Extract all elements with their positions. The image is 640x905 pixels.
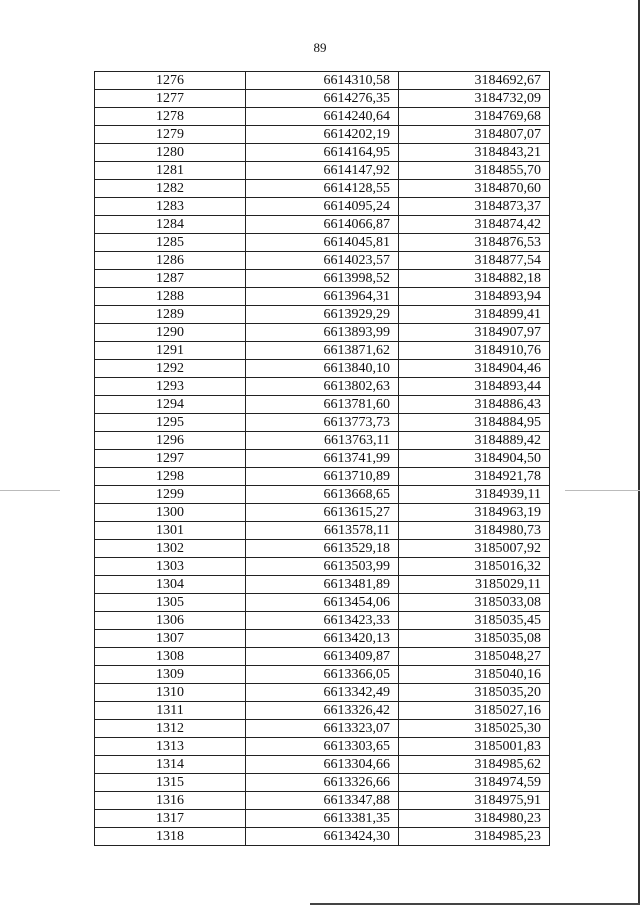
point-number-cell: 1312 <box>95 720 246 738</box>
table-row <box>95 684 550 702</box>
point-number-cell: 1298 <box>95 468 246 486</box>
table-row <box>95 180 550 198</box>
point-number-cell: 1276 <box>95 72 246 90</box>
x-coordinate-cell: 6613578,11 <box>246 522 399 540</box>
y-coordinate-cell: 3184877,54 <box>399 252 550 270</box>
point-number-cell: 1290 <box>95 324 246 342</box>
table-row <box>95 90 550 108</box>
x-coordinate-cell: 6613303,65 <box>246 738 399 756</box>
scan-noise-left <box>0 490 60 491</box>
table-row <box>95 522 550 540</box>
x-coordinate-cell: 6613763,11 <box>246 432 399 450</box>
x-coordinate-cell: 6613454,06 <box>246 594 399 612</box>
table-row <box>95 810 550 828</box>
point-number-cell: 1277 <box>95 90 246 108</box>
y-coordinate-cell: 3184893,94 <box>399 288 550 306</box>
y-coordinate-cell: 3184980,23 <box>399 810 550 828</box>
point-number-cell: 1314 <box>95 756 246 774</box>
y-coordinate-cell: 3184975,91 <box>399 792 550 810</box>
table-row <box>95 792 550 810</box>
x-coordinate-cell: 6613326,42 <box>246 702 399 720</box>
y-coordinate-cell: 3184870,60 <box>399 180 550 198</box>
x-coordinate-cell: 6613710,89 <box>246 468 399 486</box>
x-coordinate-cell: 6614202,19 <box>246 126 399 144</box>
coordinates-table <box>94 71 550 846</box>
y-coordinate-cell: 3184985,62 <box>399 756 550 774</box>
y-coordinate-cell: 3184889,42 <box>399 432 550 450</box>
table-row <box>95 144 550 162</box>
point-number-cell: 1280 <box>95 144 246 162</box>
x-coordinate-cell: 6613615,27 <box>246 504 399 522</box>
table-row <box>95 414 550 432</box>
y-coordinate-cell: 3184855,70 <box>399 162 550 180</box>
table-row <box>95 216 550 234</box>
y-coordinate-cell: 3185016,32 <box>399 558 550 576</box>
x-coordinate-cell: 6614276,35 <box>246 90 399 108</box>
y-coordinate-cell: 3184874,42 <box>399 216 550 234</box>
y-coordinate-cell: 3184939,11 <box>399 486 550 504</box>
x-coordinate-cell: 6613741,99 <box>246 450 399 468</box>
point-number-cell: 1282 <box>95 180 246 198</box>
x-coordinate-cell: 6613840,10 <box>246 360 399 378</box>
point-number-cell: 1310 <box>95 684 246 702</box>
y-coordinate-cell: 3185029,11 <box>399 576 550 594</box>
x-coordinate-cell: 6613326,66 <box>246 774 399 792</box>
y-coordinate-cell: 3184904,50 <box>399 450 550 468</box>
table-row <box>95 306 550 324</box>
x-coordinate-cell: 6614095,24 <box>246 198 399 216</box>
y-coordinate-cell: 3184732,09 <box>399 90 550 108</box>
x-coordinate-cell: 6613481,89 <box>246 576 399 594</box>
x-coordinate-cell: 6614023,57 <box>246 252 399 270</box>
table-row <box>95 468 550 486</box>
table-row <box>95 720 550 738</box>
table-row <box>95 72 550 90</box>
table-row <box>95 828 550 846</box>
table-row <box>95 558 550 576</box>
y-coordinate-cell: 3184884,95 <box>399 414 550 432</box>
x-coordinate-cell: 6613424,30 <box>246 828 399 846</box>
point-number-cell: 1315 <box>95 774 246 792</box>
x-coordinate-cell: 6613929,29 <box>246 306 399 324</box>
y-coordinate-cell: 3184980,73 <box>399 522 550 540</box>
point-number-cell: 1306 <box>95 612 246 630</box>
y-coordinate-cell: 3185007,92 <box>399 540 550 558</box>
page-number: 89 <box>313 40 327 55</box>
table-row <box>95 162 550 180</box>
point-number-cell: 1317 <box>95 810 246 828</box>
point-number-cell: 1292 <box>95 360 246 378</box>
y-coordinate-cell: 3184843,21 <box>399 144 550 162</box>
table-row <box>95 666 550 684</box>
table-row <box>95 288 550 306</box>
y-coordinate-cell: 3185040,16 <box>399 666 550 684</box>
point-number-cell: 1297 <box>95 450 246 468</box>
y-coordinate-cell: 3184907,97 <box>399 324 550 342</box>
point-number-cell: 1295 <box>95 414 246 432</box>
y-coordinate-cell: 3184899,41 <box>399 306 550 324</box>
y-coordinate-cell: 3184692,67 <box>399 72 550 90</box>
table-row <box>95 630 550 648</box>
y-coordinate-cell: 3184882,18 <box>399 270 550 288</box>
y-coordinate-cell: 3185001,83 <box>399 738 550 756</box>
y-coordinate-cell: 3184873,37 <box>399 198 550 216</box>
table-row <box>95 342 550 360</box>
y-coordinate-cell: 3184985,23 <box>399 828 550 846</box>
x-coordinate-cell: 6613342,49 <box>246 684 399 702</box>
point-number-cell: 1286 <box>95 252 246 270</box>
point-number-cell: 1281 <box>95 162 246 180</box>
x-coordinate-cell: 6613366,05 <box>246 666 399 684</box>
x-coordinate-cell: 6613503,99 <box>246 558 399 576</box>
table-row <box>95 486 550 504</box>
table-row <box>95 432 550 450</box>
point-number-cell: 1288 <box>95 288 246 306</box>
table-row <box>95 738 550 756</box>
point-number-cell: 1287 <box>95 270 246 288</box>
scan-noise-right <box>565 490 640 491</box>
point-number-cell: 1302 <box>95 540 246 558</box>
table-row <box>95 540 550 558</box>
x-coordinate-cell: 6613529,18 <box>246 540 399 558</box>
table-row <box>95 450 550 468</box>
y-coordinate-cell: 3184910,76 <box>399 342 550 360</box>
point-number-cell: 1285 <box>95 234 246 252</box>
table-row <box>95 702 550 720</box>
table-row <box>95 234 550 252</box>
x-coordinate-cell: 6613420,13 <box>246 630 399 648</box>
table-row <box>95 576 550 594</box>
point-number-cell: 1304 <box>95 576 246 594</box>
point-number-cell: 1318 <box>95 828 246 846</box>
x-coordinate-cell: 6614164,95 <box>246 144 399 162</box>
y-coordinate-cell: 3184769,68 <box>399 108 550 126</box>
y-coordinate-cell: 3184974,59 <box>399 774 550 792</box>
y-coordinate-cell: 3184886,43 <box>399 396 550 414</box>
table-row <box>95 774 550 792</box>
x-coordinate-cell: 6613781,60 <box>246 396 399 414</box>
y-coordinate-cell: 3184807,07 <box>399 126 550 144</box>
point-number-cell: 1279 <box>95 126 246 144</box>
coordinates-table-body <box>95 72 550 846</box>
x-coordinate-cell: 6613323,07 <box>246 720 399 738</box>
point-number-cell: 1308 <box>95 648 246 666</box>
point-number-cell: 1316 <box>95 792 246 810</box>
point-number-cell: 1313 <box>95 738 246 756</box>
x-coordinate-cell: 6613668,65 <box>246 486 399 504</box>
x-coordinate-cell: 6613871,62 <box>246 342 399 360</box>
point-number-cell: 1294 <box>95 396 246 414</box>
point-number-cell: 1309 <box>95 666 246 684</box>
y-coordinate-cell: 3185035,08 <box>399 630 550 648</box>
table-row <box>95 324 550 342</box>
x-coordinate-cell: 6614147,92 <box>246 162 399 180</box>
x-coordinate-cell: 6613347,88 <box>246 792 399 810</box>
table-row <box>95 360 550 378</box>
table-row <box>95 594 550 612</box>
table-row <box>95 252 550 270</box>
x-coordinate-cell: 6613773,73 <box>246 414 399 432</box>
point-number-cell: 1303 <box>95 558 246 576</box>
point-number-cell: 1293 <box>95 378 246 396</box>
y-coordinate-cell: 3184904,46 <box>399 360 550 378</box>
point-number-cell: 1305 <box>95 594 246 612</box>
x-coordinate-cell: 6613893,99 <box>246 324 399 342</box>
y-coordinate-cell: 3184893,44 <box>399 378 550 396</box>
y-coordinate-cell: 3185035,20 <box>399 684 550 702</box>
y-coordinate-cell: 3185035,45 <box>399 612 550 630</box>
point-number-cell: 1291 <box>95 342 246 360</box>
x-coordinate-cell: 6614128,55 <box>246 180 399 198</box>
point-number-cell: 1284 <box>95 216 246 234</box>
point-number-cell: 1283 <box>95 198 246 216</box>
point-number-cell: 1300 <box>95 504 246 522</box>
point-number-cell: 1307 <box>95 630 246 648</box>
table-row <box>95 504 550 522</box>
x-coordinate-cell: 6614045,81 <box>246 234 399 252</box>
x-coordinate-cell: 6614310,58 <box>246 72 399 90</box>
point-number-cell: 1311 <box>95 702 246 720</box>
x-coordinate-cell: 6614066,87 <box>246 216 399 234</box>
table-row <box>95 396 550 414</box>
y-coordinate-cell: 3185027,16 <box>399 702 550 720</box>
x-coordinate-cell: 6613423,33 <box>246 612 399 630</box>
y-coordinate-cell: 3184921,78 <box>399 468 550 486</box>
x-coordinate-cell: 6613802,63 <box>246 378 399 396</box>
table-row <box>95 108 550 126</box>
table-row <box>95 756 550 774</box>
table-row <box>95 198 550 216</box>
y-coordinate-cell: 3185025,30 <box>399 720 550 738</box>
point-number-cell: 1301 <box>95 522 246 540</box>
table-row <box>95 612 550 630</box>
x-coordinate-cell: 6613409,87 <box>246 648 399 666</box>
y-coordinate-cell: 3185033,08 <box>399 594 550 612</box>
x-coordinate-cell: 6614240,64 <box>246 108 399 126</box>
point-number-cell: 1296 <box>95 432 246 450</box>
table-row <box>95 126 550 144</box>
x-coordinate-cell: 6613381,35 <box>246 810 399 828</box>
point-number-cell: 1289 <box>95 306 246 324</box>
x-coordinate-cell: 6613998,52 <box>246 270 399 288</box>
table-row <box>95 270 550 288</box>
x-coordinate-cell: 6613304,66 <box>246 756 399 774</box>
y-coordinate-cell: 3185048,27 <box>399 648 550 666</box>
point-number-cell: 1278 <box>95 108 246 126</box>
point-number-cell: 1299 <box>95 486 246 504</box>
table-row <box>95 648 550 666</box>
y-coordinate-cell: 3184963,19 <box>399 504 550 522</box>
table-row <box>95 378 550 396</box>
x-coordinate-cell: 6613964,31 <box>246 288 399 306</box>
y-coordinate-cell: 3184876,53 <box>399 234 550 252</box>
